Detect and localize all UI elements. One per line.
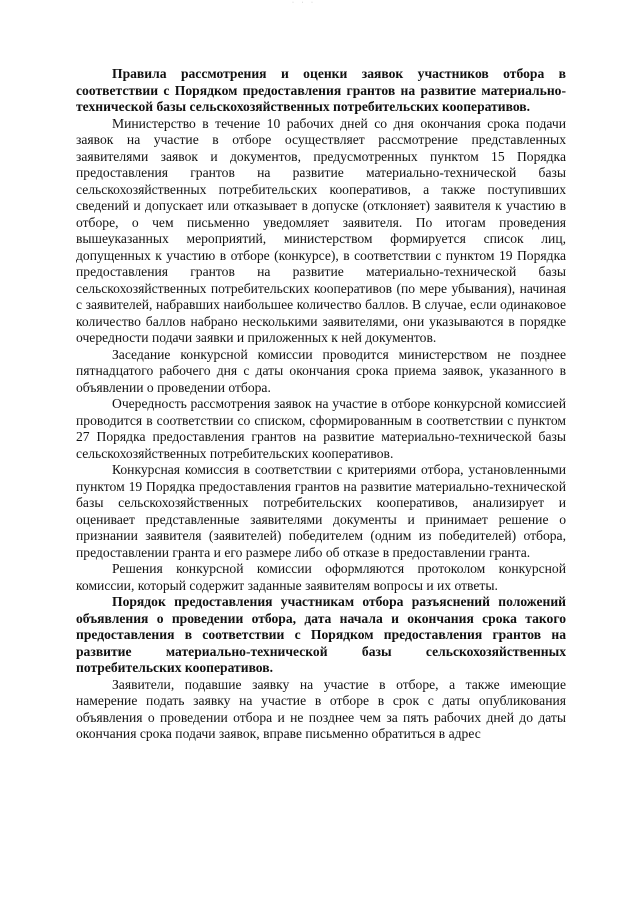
- document-page: [76, 66, 566, 743]
- section-heading-clarifications: Порядок предоставления участникам отбора разъяснений положений объявления о проведении отбора, дата начала и окончания срока такого предоставления в соответствии с Порядком предоставления грантов на развитие материально-технической базы сельскохозяйственных потребительских кооперативов.: [76, 594, 566, 675]
- paragraph-review-order: Очередность рассмотрения заявок на участие в отборе конкурсной комиссией проводится в соответствии со списком, сформированным в соответствии с пунктом 27 Порядка предоставления грантов на развитие материально-технической базы сельскохозяйственных потребительских кооперативов.: [76, 396, 566, 461]
- paragraph-review-procedure: Министерство в течение 10 рабочих дней со дня окончания срока подачи заявок на участие в отборе осуществляет рассмотрение представленных заявителями заявок и документов, предусмотренных пунктом 15 Порядка предоставления грантов на развитие материально-технической базы сельскохозяйственных потребительских кооперативов, а также поступивших сведений и допускает или отказывает в допуске (отклоняет) заявителя к участию в отборе, о чем письменно уведомляет заявителя. По итогам проведения вышеуказанных мероприятий, министерством формируется список лиц, допущенных к участию в отборе (конкурсе), в соответствии с пунктом 19 Порядка предоставления грантов на развитие материально-технической базы сельскохозяйственных потребительских кооперативов (по мере убывания), начиная с заявителей, набравших наибольшее количество баллов. В случае, если одинаковое количество баллов набрано несколькими заявителями, они указываются в порядке очередности подачи заявки и приложенных к ней документов.: [76, 115, 566, 345]
- paragraph-commission-decision: Конкурсная комиссия в соответствии с критериями отбора, установленными пунктом 19 Порядка предоставления грантов на развитие материально-технической базы сельскохозяйственных потребительских кооперативов, анализирует и оценивает представленные заявителями документы и принимает решение о признании заявителя (заявителей) победителем (одним из победителей) отбора, предоставлении гранта и его размере либо об отказе в предоставлении гранта.: [76, 462, 566, 560]
- section-heading-review-rules: Правила рассмотрения и оценки заявок участников отбора в соответствии с Порядком предоставления грантов на развитие материально-технической базы сельскохозяйственных потребительских кооперативов.: [76, 66, 566, 114]
- paragraph-clarification-requests: Заявители, подавшие заявку на участие в отборе, а также имеющие намерение подать заявку на участие в отборе в срок с даты опубликования объявления о проведении отбора и не позднее чем за пять рабочих дней до даты окончания срока подачи заявок, вправе письменно обратиться в адрес: [76, 676, 566, 741]
- paragraph-commission-meeting: Заседание конкурсной комиссии проводится министерством не позднее пятнадцатого рабочего дня с даты окончания срока приема заявок, указанного в объявлении о проведении отбора.: [76, 346, 566, 395]
- page-top-mark: · · ·: [292, 0, 316, 6]
- paragraph-commission-protocol: Решения конкурсной комиссии оформляются протоколом конкурсной комиссии, который содержит заданные заявителям вопросы и их ответы.: [76, 561, 566, 593]
